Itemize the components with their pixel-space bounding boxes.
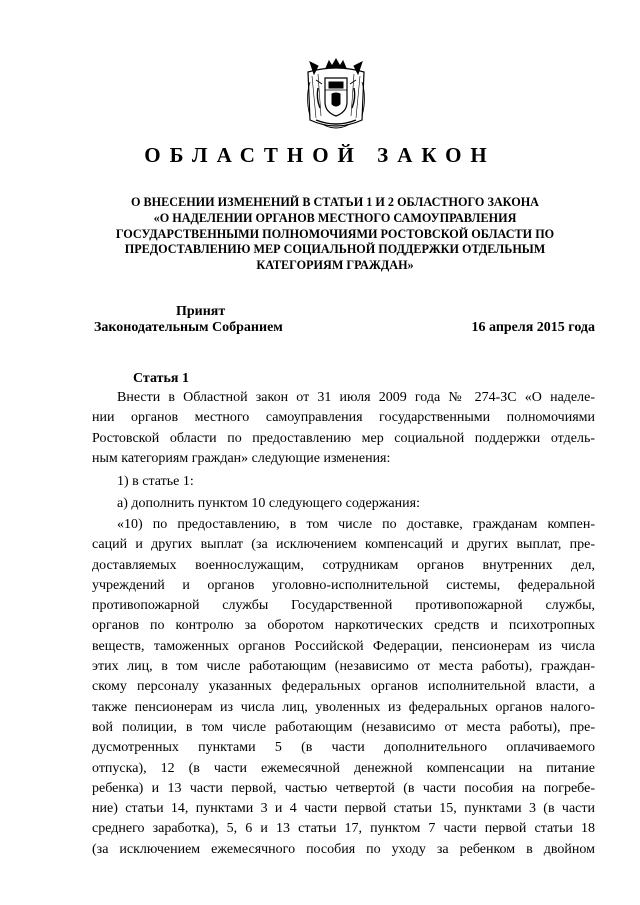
law-subject-heading <box>90 195 580 274</box>
text-line: веществ, таможенных органов Российской Федерации, пенсионерам из числа <box>92 638 595 654</box>
text-line: дусмотренных пунктами 5 (в части дополнительного оплачиваемого <box>92 740 595 756</box>
text-line: ным категориям граждан» следующие изменения: <box>92 450 391 466</box>
text-line: а) дополнить пунктом 10 следующего содержания: <box>117 496 420 511</box>
document-title: ОБЛАСТНОЙ ЗАКОН <box>144 143 496 167</box>
adopted-by-label: Законодательным Собранием <box>94 320 283 335</box>
subtitle-line: КАТЕГОРИЯМ ГРАЖДАН» <box>256 258 414 273</box>
text-line: скому персоналу указанных федеральных органов исполнительной власти, а <box>92 679 595 695</box>
subtitle-line: «О НАДЕЛЕНИИ ОРГАНОВ МЕСТНОГО САМОУПРАВЛЕНИЯ <box>153 210 517 225</box>
text-line: ребенка) и 13 части первой, частью четвертой (в части пособия на погребе- <box>92 780 595 796</box>
article-quote <box>92 515 595 860</box>
text-line: вой полиции, в том числе работающим (независимо от места работы), пре- <box>92 719 595 735</box>
subtitle-line: ГОСУДАРСТВЕННЫМИ ПОЛНОМОЧИЯМИ РОСТОВСКОЙ ОБЛАСТИ ПО <box>115 226 555 241</box>
text-line: нии органов местного самоуправления государственными полномочиями <box>92 410 595 426</box>
article-intro <box>92 388 595 469</box>
article-heading: Статья 1 <box>133 371 189 386</box>
text-line: доставляемых военнослужащим, сотрудникам органов внутренних дел, <box>92 557 595 573</box>
text-line: ние) статьи 14, пунктами 3 и 4 части первой статьи 15, пунктами 3 (в части <box>92 801 595 817</box>
text-line: саций и других выплат (за исключением компенсаций и других выплат, пре- <box>92 537 595 553</box>
text-line: учреждений и органов уголовно-исполнительной системы, федеральной <box>92 577 595 593</box>
text-line: Ростовской области по предоставлению мер социальной поддержки отдель- <box>92 430 595 446</box>
subtitle-line: ПРЕДОСТАВЛЕНИЮ МЕР СОЦИАЛЬНОЙ ПОДДЕРЖКИ ОТДЕЛЬНЫМ <box>124 242 546 257</box>
text-line: Внести в Областной закон от 31 июля 2009 года № 274-ЗС «О наделе- <box>117 390 595 405</box>
text-line: среднего заработка), 5, 6 и 13 статьи 17, пунктом 7 части первой статьи 18 <box>92 821 595 837</box>
article-item-1 <box>92 472 595 492</box>
text-line: также пенсионерам из числа лиц, уволенных из федеральных органов налого- <box>92 699 595 715</box>
adopted-label: Принят <box>176 304 226 319</box>
adoption-date: 16 апреля 2015 года <box>471 320 595 335</box>
article-item-a <box>92 494 595 514</box>
coat-of-arms-icon <box>302 58 370 134</box>
text-line: 1) в статье 1: <box>117 474 194 489</box>
text-line: отпуска), 12 (в части ежемесячной денежной компенсации на питание <box>92 760 595 776</box>
text-line: противопожарной службы Государственной противопожарной службы, <box>92 598 595 614</box>
subtitle-line: О ВНЕСЕНИИ ИЗМЕНЕНИЙ В СТАТЬИ 1 И 2 ОБЛАСТНОГО ЗАКОНА <box>131 195 539 209</box>
text-line: органов по контролю за оборотом наркотических средств и психотропных <box>92 618 595 634</box>
text-line: этих лиц, в том числе работающим (независимо от места работы), граждан- <box>92 659 595 675</box>
text-line: «10) по предоставлению, в том числе по доставке, гражданам компен- <box>117 517 595 532</box>
text-line: (за исключением ежемесячного пособия по уходу за ребенком в двойном <box>92 841 595 857</box>
